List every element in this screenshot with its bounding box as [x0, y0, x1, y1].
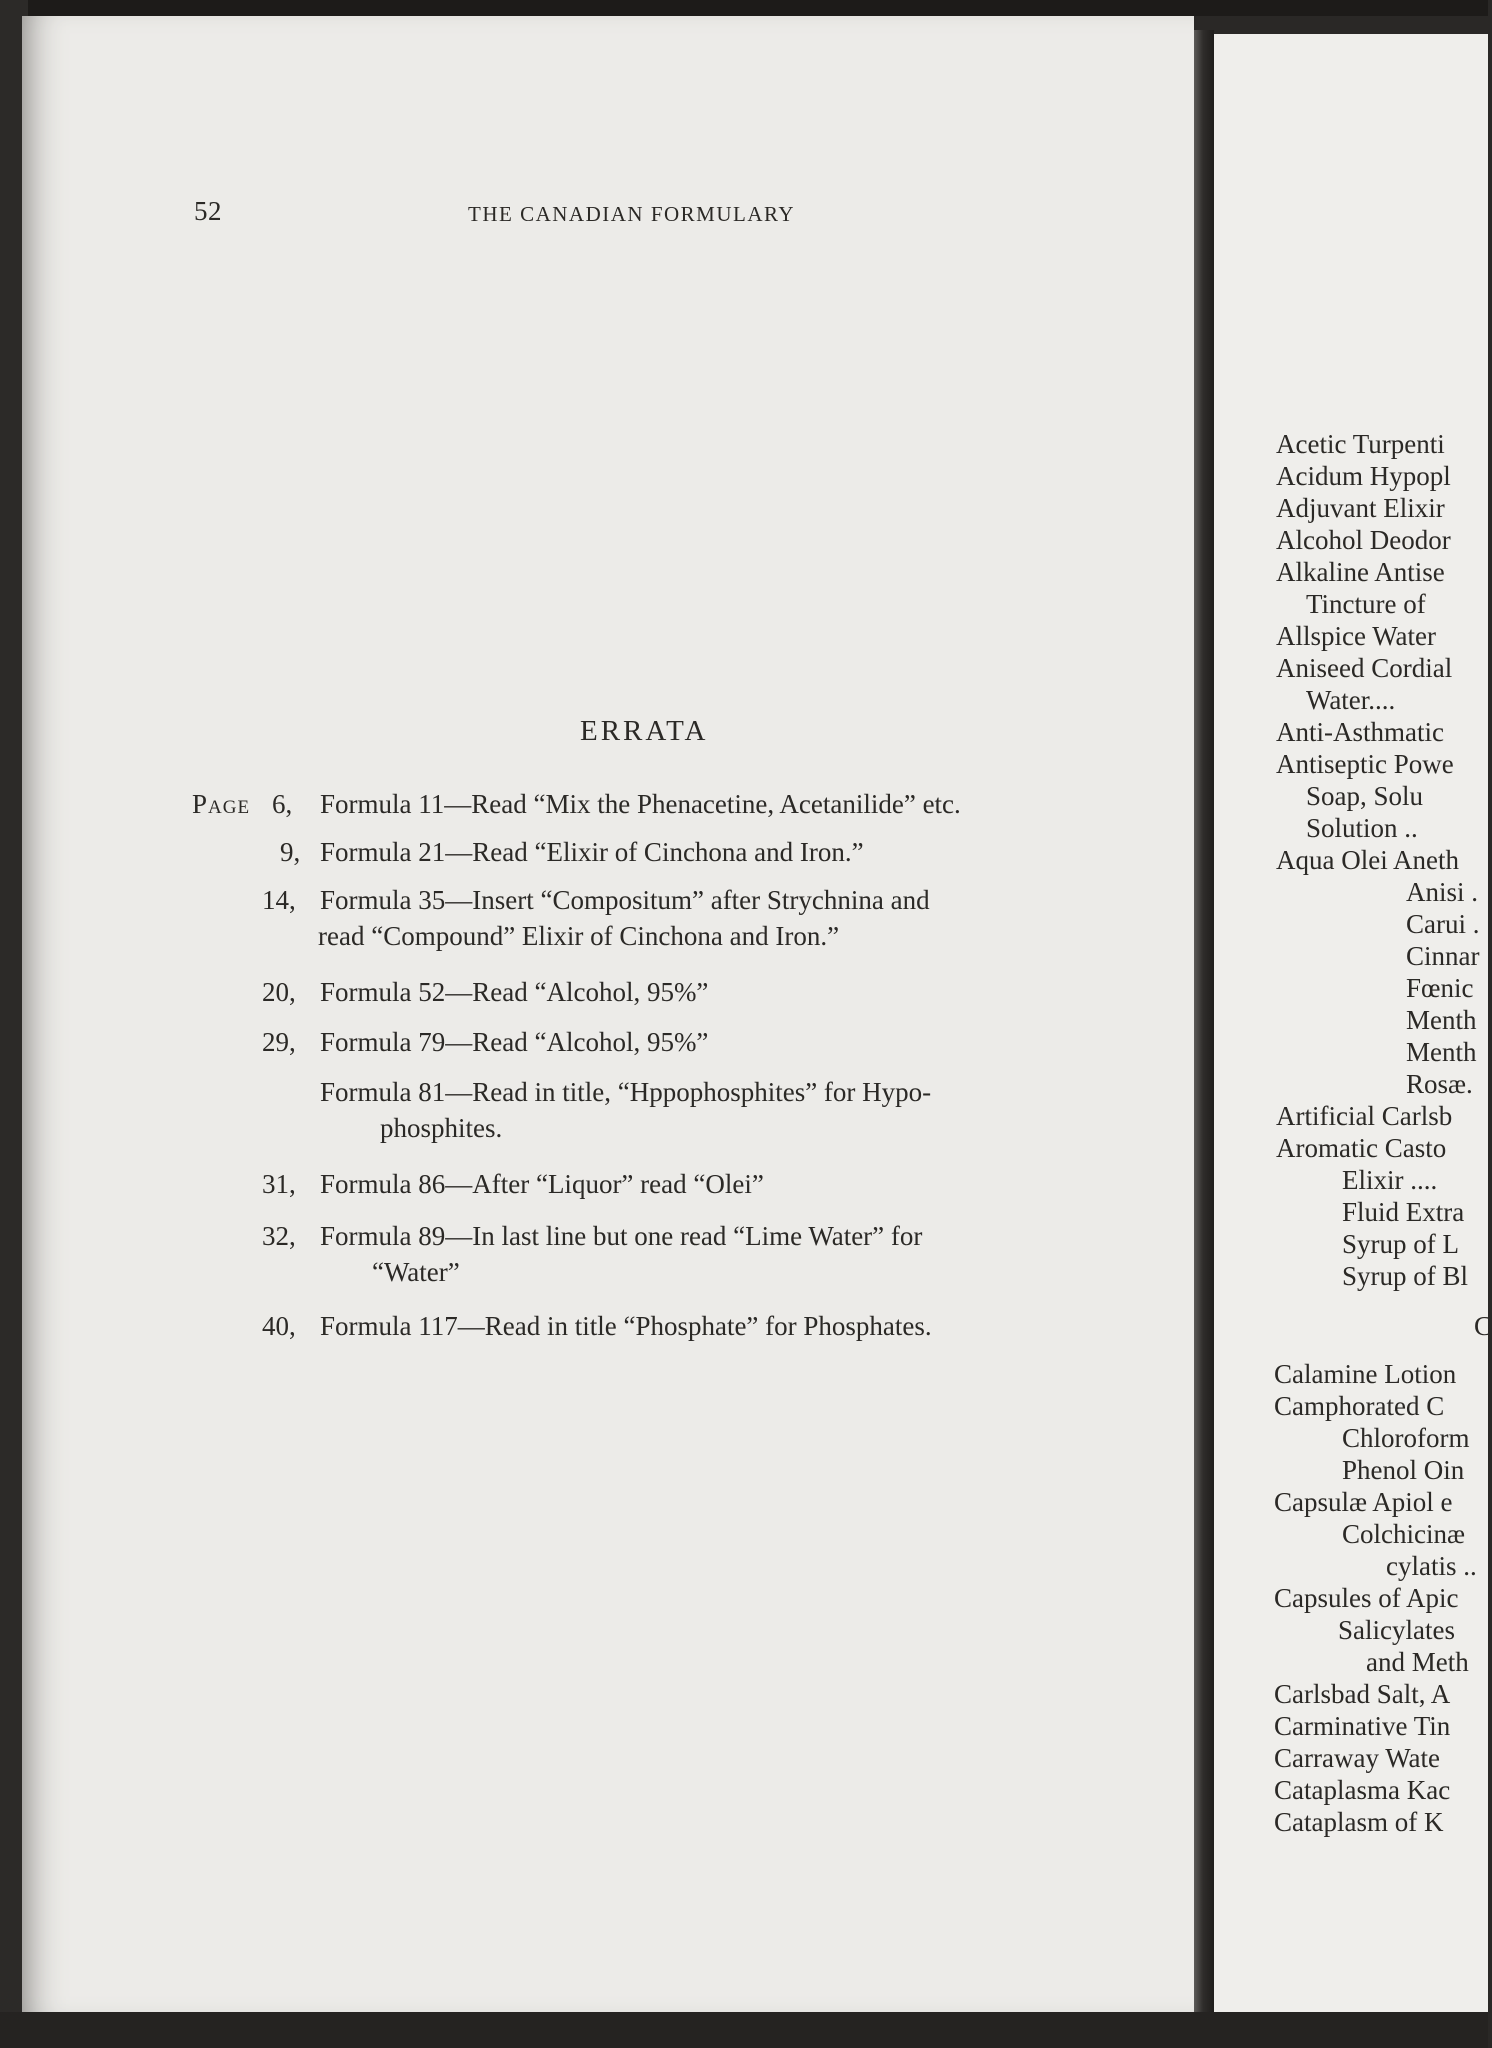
index-line: Fluid Extra: [1342, 1197, 1465, 1227]
index-line: Aqua Olei Aneth: [1276, 845, 1459, 875]
index-line: Syrup of L: [1342, 1229, 1459, 1259]
erratum-page: 32,: [262, 1221, 296, 1251]
index-line: and Meth: [1366, 1647, 1469, 1677]
erratum-text: Formula 11—Read “Mix the Phenacetine, Acetanilide” etc.: [320, 789, 961, 819]
index-line: Menth: [1406, 1005, 1477, 1035]
erratum-text: Formula 79—Read “Alcohol, 95%”: [320, 1027, 709, 1057]
index-line: Capsules of Apic: [1274, 1583, 1459, 1613]
index-line: Carminative Tin: [1274, 1711, 1451, 1741]
index-line: Water....: [1306, 685, 1396, 715]
book-gutter: [1194, 30, 1214, 2014]
index-line: Adjuvant Elixir: [1276, 493, 1445, 523]
index-line: Alcohol Deodor: [1276, 525, 1451, 555]
index-line: Phenol Oin: [1342, 1455, 1465, 1485]
index-line: Acidum Hypopl: [1276, 461, 1451, 491]
index-line: Soap, Solu: [1306, 781, 1424, 811]
erratum-text: Formula 21—Read “Elixir of Cinchona and Iron.”: [320, 837, 864, 867]
index-line: Tincture of: [1306, 589, 1426, 619]
index-line: Syrup of Bl: [1342, 1261, 1469, 1291]
index-line: Carraway Wate: [1274, 1743, 1440, 1773]
index-line: Antiseptic Powe: [1276, 749, 1454, 779]
index-line: Elixir ....: [1342, 1165, 1438, 1195]
erratum-text-continued: phosphites.: [380, 1113, 503, 1143]
index-line: Acetic Turpenti: [1276, 429, 1445, 459]
index-line: Aniseed Cordial: [1276, 653, 1453, 683]
index-line: Capsulæ Apiol e: [1274, 1487, 1453, 1517]
index-line: Aromatic Casto: [1276, 1133, 1447, 1163]
running-head: THE CANADIAN FORMULARY: [468, 202, 796, 226]
erratum-page: 29,: [262, 1027, 296, 1057]
erratum-text-continued: read “Compound” Elixir of Cinchona and Iron.”: [318, 921, 840, 951]
index-line: Fœnic: [1406, 973, 1474, 1003]
index-line: Menth: [1406, 1037, 1477, 1067]
index-line: Allspice Water: [1276, 621, 1437, 651]
index-line: cylatis ..: [1386, 1551, 1477, 1581]
scan-frame-bottom: [0, 2012, 1488, 2048]
erratum-text: Formula 89—In last line but one read “Lime Water” for: [320, 1221, 923, 1251]
erratum-text: Formula 86—After “Liquor” read “Olei”: [320, 1169, 764, 1199]
index-line: Rosæ.: [1406, 1069, 1473, 1099]
erratum-text: Formula 35—Insert “Compositum” after Strychnina and: [320, 885, 930, 915]
erratum-text-continued: “Water”: [372, 1257, 460, 1287]
left-page: [22, 16, 1194, 2014]
index-section-letter: C: [1474, 1311, 1492, 1341]
index-line: Cinnar: [1406, 941, 1480, 971]
index-line: Cataplasma Kac: [1274, 1775, 1451, 1805]
index-line: Calamine Lotion: [1274, 1359, 1457, 1389]
scan-frame-top: [0, 0, 1488, 16]
erratum-text: Formula 117—Read in title “Phosphate” for Phosphates.: [320, 1311, 932, 1341]
index-line: Anti-Asthmatic: [1276, 717, 1444, 747]
index-line: Camphorated C: [1274, 1391, 1445, 1421]
index-line: Carui .: [1406, 909, 1480, 939]
index-line: Chloroform: [1342, 1423, 1470, 1453]
erratum-text: Formula 52—Read “Alcohol, 95%”: [320, 977, 709, 1007]
index-line: Alkaline Antise: [1276, 557, 1445, 587]
erratum-page: 40,: [262, 1311, 296, 1341]
index-line: Solution ..: [1306, 813, 1418, 843]
index-line: Salicylates: [1338, 1615, 1455, 1645]
index-line: Colchicinæ: [1342, 1519, 1465, 1549]
errata-heading: ERRATA: [580, 715, 709, 747]
erratum-page: 14,: [262, 885, 296, 915]
erratum-page: 31,: [262, 1169, 296, 1199]
erratum-text: Formula 81—Read in title, “Hppophosphites” for Hypo-: [320, 1077, 932, 1107]
index-line: Artificial Carlsb: [1276, 1101, 1453, 1131]
page-number: 52: [194, 196, 222, 226]
index-line: Carlsbad Salt, A: [1274, 1679, 1451, 1709]
index-line: Cataplasm of K: [1274, 1807, 1444, 1837]
erratum-page: 20,: [262, 977, 296, 1007]
index-line: Anisi .: [1406, 877, 1479, 907]
page-label: Page: [192, 789, 251, 819]
erratum-page: 6,: [272, 789, 293, 819]
erratum-page: 9,: [280, 837, 301, 867]
